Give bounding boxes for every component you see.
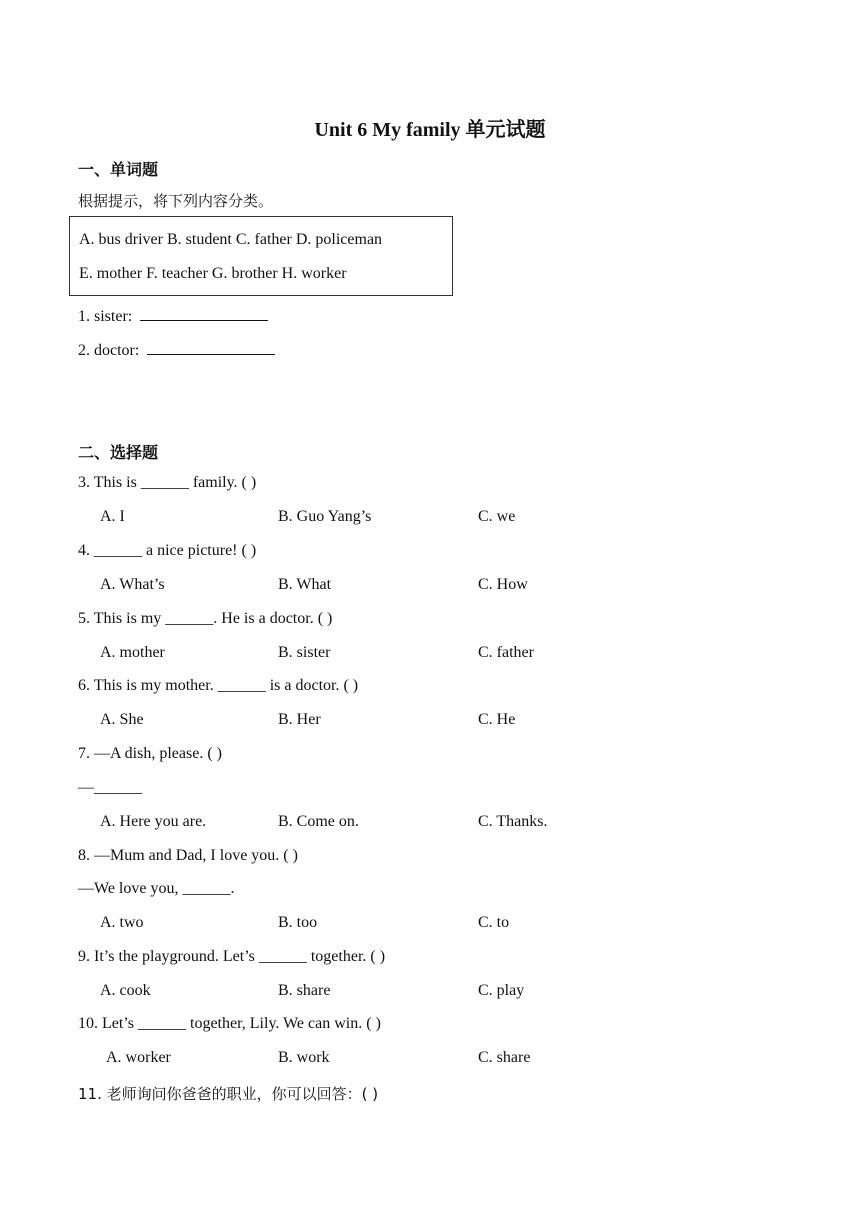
q4-option-a[interactable]: A. What’s — [100, 576, 165, 593]
q7-option-b[interactable]: B. Come on. — [278, 813, 359, 830]
q5-option-a[interactable]: A. mother — [100, 644, 165, 661]
question-3: 3. This is ______ family. ( ) — [78, 474, 257, 491]
question-6: 6. This is my mother. ______ is a doctor. ( ) — [78, 677, 359, 694]
question-7: 7. —A dish, please. ( ) — [78, 745, 222, 762]
q8-option-a[interactable]: A. two — [100, 914, 144, 931]
q4-option-c[interactable]: C. How — [478, 576, 528, 593]
q7-option-a[interactable]: A. Here you are. — [100, 813, 207, 830]
q7-option-c[interactable]: C. Thanks. — [478, 813, 548, 830]
answer-blank-1[interactable] — [140, 305, 268, 321]
question-1-text: 1. sister: — [78, 308, 133, 325]
q5-option-c[interactable]: C. father — [478, 644, 534, 661]
question-9: 9. It’s the playground. Let’s ______ together. ( ) — [78, 948, 386, 965]
q8-option-b[interactable]: B. too — [278, 914, 318, 931]
q9-option-a[interactable]: A. cook — [100, 982, 151, 999]
question-5: 5. This is my ______. He is a doctor. ( ) — [78, 610, 333, 627]
q3-option-c[interactable]: C. we — [478, 508, 516, 525]
question-8: 8. —Mum and Dad, I love you. ( ) — [78, 847, 298, 864]
question-2 — [78, 339, 275, 360]
word-bank-line-2: E. mother F. teacher G. brother H. worker — [79, 265, 347, 282]
q6-option-a[interactable]: A. She — [100, 711, 144, 728]
question-10: 10. Let’s ______ together, Lily. We can win. ( ) — [78, 1015, 381, 1032]
question-8-response: —We love you, ______. — [78, 880, 235, 897]
q6-option-c[interactable]: C. He — [478, 711, 516, 728]
page-title: Unit 6 My family 单元试题 — [314, 119, 546, 141]
word-bank-line-1: A. bus driver B. student C. father D. policeman — [79, 231, 383, 248]
question-4: 4. ______ a nice picture! ( ) — [78, 542, 257, 559]
q10-option-a[interactable]: A. worker — [106, 1049, 171, 1066]
question-1 — [78, 305, 268, 326]
q3-option-b[interactable]: B. Guo Yang’s — [278, 508, 372, 525]
q9-option-b[interactable]: B. share — [278, 982, 331, 999]
section1-heading: 一、单词题 — [78, 160, 159, 179]
section1-instruction: 根据提示，将下列内容分类。 — [78, 192, 274, 210]
q10-option-c[interactable]: C. share — [478, 1049, 531, 1066]
section2-heading: 二、选择题 — [78, 443, 159, 462]
q3-option-a[interactable]: A. I — [100, 508, 125, 525]
word-bank-box — [69, 216, 453, 296]
answer-blank-2[interactable] — [147, 339, 275, 355]
q6-option-b[interactable]: B. Her — [278, 711, 321, 728]
question-2-text: 2. doctor: — [78, 342, 140, 359]
q4-option-b[interactable]: B. What — [278, 576, 332, 593]
q9-option-c[interactable]: C. play — [478, 982, 525, 999]
q5-option-b[interactable]: B. sister — [278, 644, 331, 661]
q8-option-c[interactable]: C. to — [478, 914, 510, 931]
question-7-response: —______ — [78, 779, 142, 796]
question-11: 11. 老师询问你爸爸的职业，你可以回答：( ) — [78, 1085, 379, 1103]
q10-option-b[interactable]: B. work — [278, 1049, 330, 1066]
